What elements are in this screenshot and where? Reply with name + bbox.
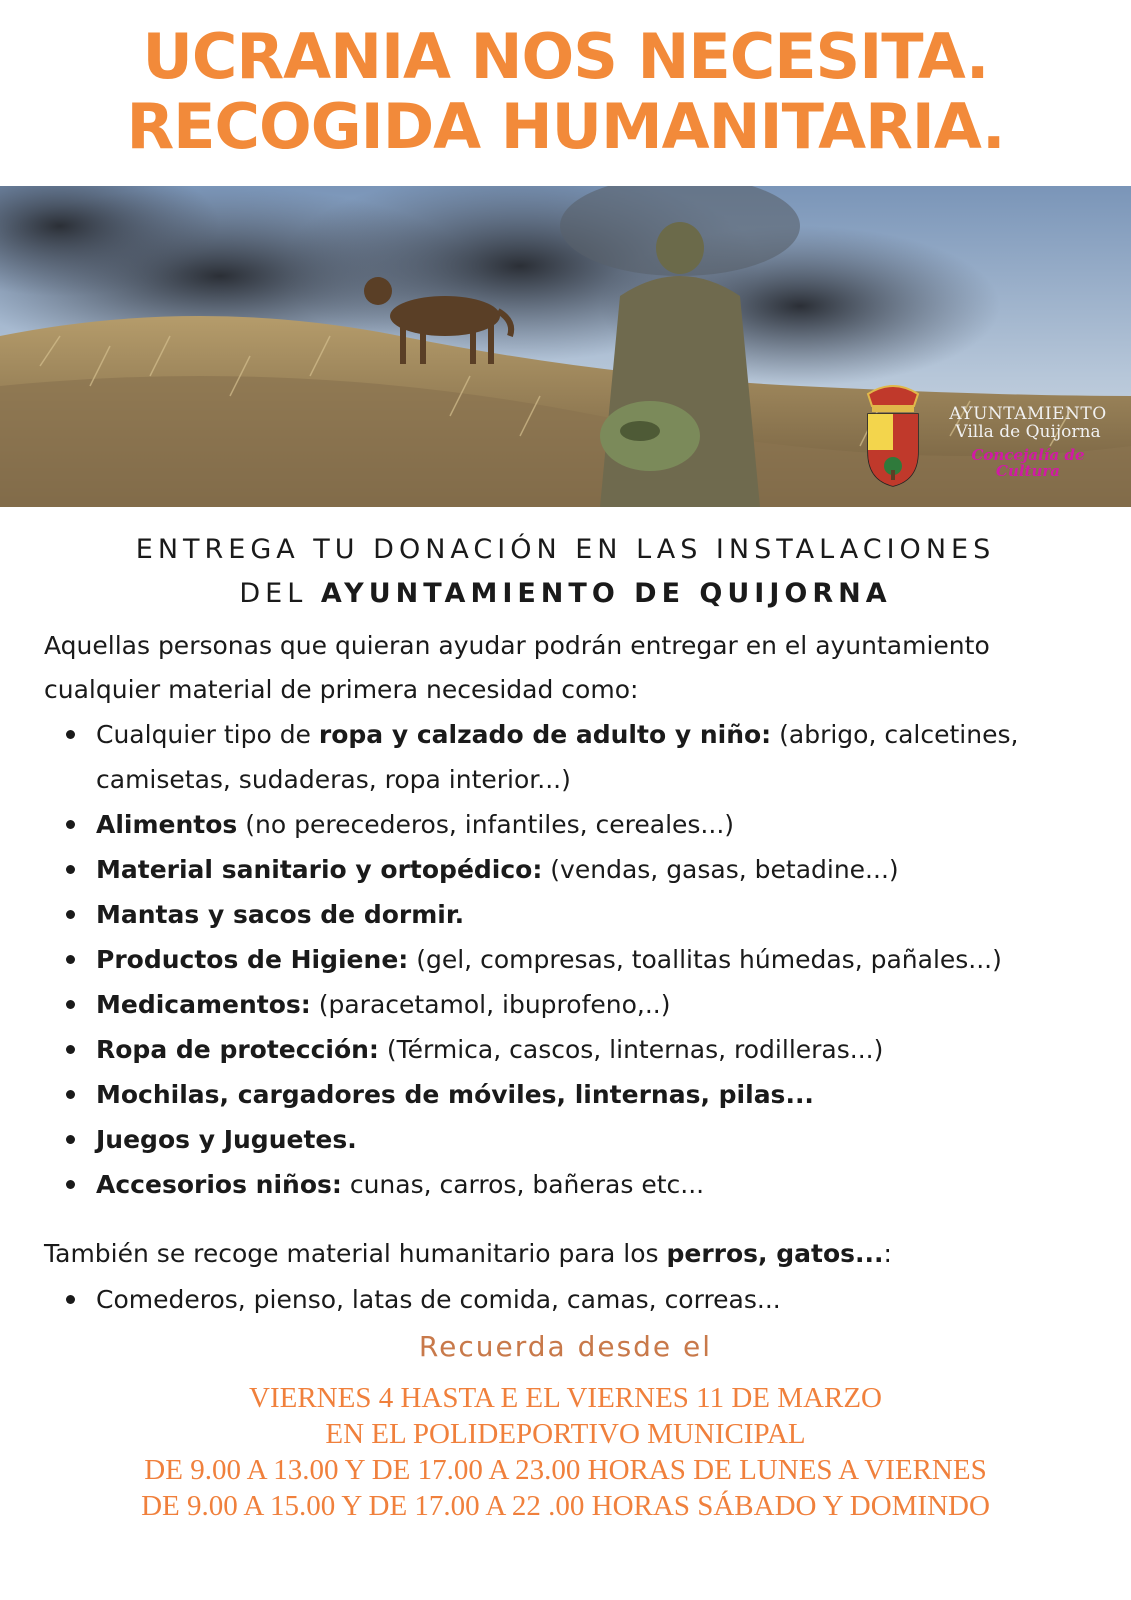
schedule-line-1: VIERNES 4 HASTA E EL VIERNES 11 DE MARZO bbox=[249, 1382, 882, 1414]
hero-photo bbox=[0, 186, 1131, 507]
list-item: Comederos, pienso, latas de comida, camas, correas... bbox=[44, 1277, 1124, 1322]
schedule-line-2: EN EL POLIDEPORTIVO MUNICIPAL bbox=[325, 1418, 806, 1450]
list-item: Alimentos (no perecederos, infantiles, cereales...) bbox=[44, 802, 1124, 847]
intro-paragraph: Aquellas personas que quieran ayudar podrán entregar en el ayuntamiento cualquier material de primera necesidad como: bbox=[44, 631, 990, 704]
schedule-details bbox=[0, 1380, 1131, 1524]
crest-line-3: Concejalía de bbox=[971, 446, 1085, 464]
list-item: Juegos y Juguetes. bbox=[44, 1117, 1124, 1162]
list-item: Medicamentos: (paracetamol, ibuprofeno,..) bbox=[44, 982, 1124, 1027]
pets-items-list bbox=[44, 1277, 1124, 1322]
list-item: Mochilas, cargadores de móviles, linternas, pilas... bbox=[44, 1072, 1124, 1117]
list-item: Mantas y sacos de dormir. bbox=[44, 892, 1124, 937]
list-item: Productos de Higiene: (gel, compresas, toallitas húmedas, pañales...) bbox=[44, 937, 1124, 982]
town-crest bbox=[860, 382, 1120, 494]
list-item: Cualquier tipo de ropa y calzado de adulto y niño: (abrigo, calcetines, camisetas, sudaderas, ropa interior...) bbox=[44, 712, 1124, 802]
pets-intro: También se recoge material humanitario para los perros, gatos...: bbox=[44, 1239, 892, 1268]
crest-line-2: Villa de Quijorna bbox=[955, 422, 1101, 442]
crest-line-1: AYUNTAMIENTO bbox=[949, 404, 1107, 424]
subtitle-line-2 bbox=[0, 578, 1131, 609]
headline bbox=[0, 22, 1131, 162]
list-item: Ropa de protección: (Térmica, cascos, linternas, rodilleras...) bbox=[44, 1027, 1124, 1072]
coat-of-arms-icon bbox=[860, 382, 926, 490]
town-crest-text bbox=[933, 404, 1123, 480]
schedule-line-3: DE 9.00 A 13.00 Y DE 17.00 A 23.00 HORAS DE LUNES A VIERNES bbox=[144, 1454, 987, 1486]
headline-line-2: RECOGIDA HUMANITARIA. bbox=[126, 90, 1005, 163]
donation-items-list bbox=[44, 712, 1124, 1207]
subtitle-bold: AYUNTAMIENTO DE QUIJORNA bbox=[320, 578, 892, 609]
subtitle-prefix: DEL bbox=[239, 578, 321, 609]
list-item: Accesorios niños: cunas, carros, bañeras etc... bbox=[44, 1162, 1124, 1207]
subtitle-line-1: ENTREGA TU DONACIÓN EN LAS INSTALACIONES bbox=[135, 534, 996, 565]
crest-line-4: Cultura bbox=[996, 462, 1060, 480]
list-item: Material sanitario y ortopédico: (vendas, gasas, betadine...) bbox=[44, 847, 1124, 892]
headline-line-1: UCRANIA NOS NECESITA. bbox=[142, 20, 989, 93]
schedule-line-4: DE 9.00 A 15.00 Y DE 17.00 A 22 .00 HORAS SÁBADO Y DOMINDO bbox=[141, 1490, 990, 1522]
remember-text: Recuerda desde el bbox=[418, 1330, 713, 1363]
